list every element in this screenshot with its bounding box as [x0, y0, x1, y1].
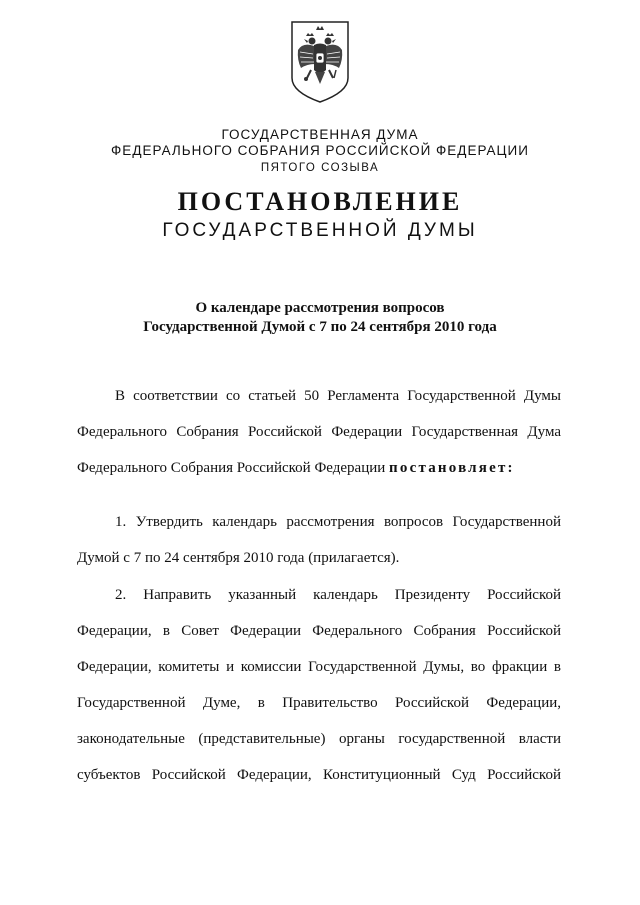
header-line-duma: ГОСУДАРСТВЕННАЯ ДУМА — [221, 127, 419, 142]
paragraph-2-line-1: 1. Утвердить календарь рассмотрения вопросов Государственной — [115, 514, 561, 530]
resolution-verb: постановляет: — [389, 460, 515, 476]
paragraph-1-line-3 — [77, 459, 561, 477]
subject-line-2: Государственной Думой с 7 по 24 сентября 2010 года — [143, 319, 497, 335]
paragraph-3-line-6: субъектов Российской Федерации, Конституционный Суд Российской — [77, 767, 561, 783]
paragraph-3-line-5: законодательные (представительные) органы государственной власти — [77, 731, 561, 747]
paragraph-1-line-3-text: Федерального Собрания Российской Федерации — [77, 460, 386, 476]
paragraph-3-line-1: 2. Направить указанный календарь Президенту Российской — [115, 587, 561, 603]
document-type-title: ПОСТАНОВЛЕНИЕ — [177, 187, 463, 216]
document-issuer-title: ГОСУДАРСТВЕННОЙ ДУМЫ — [162, 220, 478, 241]
header-line-assembly: ФЕДЕРАЛЬНОГО СОБРАНИЯ РОССИЙСКОЙ ФЕДЕРАЦИИ — [111, 143, 529, 158]
paragraph-3-line-2: Федерации, в Совет Федерации Федерального Собрания Российской — [77, 623, 561, 639]
paragraph-3-line-3: Федерации, комитеты и комиссии Государственной Думы, во фракции в — [77, 659, 561, 675]
header-line-convocation: ПЯТОГО СОЗЫВА — [260, 162, 380, 174]
subject-line-1: О календаре рассмотрения вопросов — [195, 300, 445, 316]
paragraph-1-line-2: Федерального Собрания Российской Федерации Государственная Дума — [77, 424, 561, 440]
paragraph-3-line-4: Государственной Думе, в Правительство Российской Федерации, — [77, 695, 561, 711]
coat-of-arms-emblem — [289, 20, 351, 104]
paragraph-2-line-2: Думой с 7 по 24 сентября 2010 года (прилагается). — [77, 550, 400, 566]
paragraph-1-line-1: В соответствии со статьей 50 Регламента Государственной Думы — [115, 388, 561, 404]
double-headed-eagle-icon — [289, 20, 351, 104]
